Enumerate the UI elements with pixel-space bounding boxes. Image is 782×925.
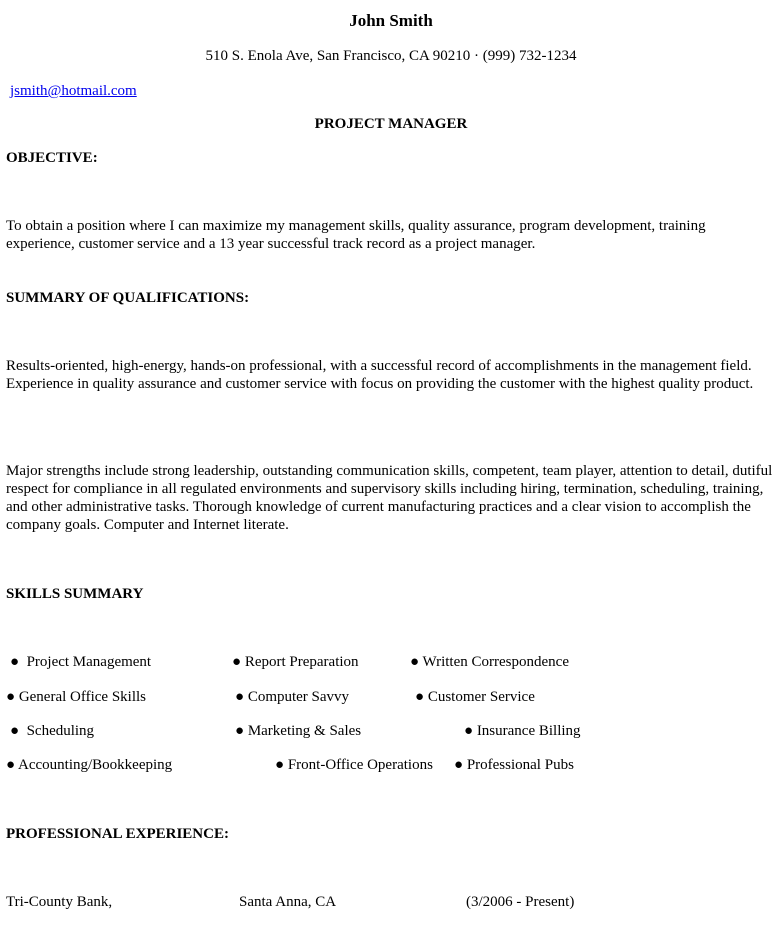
bullet-icon: ● bbox=[235, 689, 245, 705]
bullet-icon: ● bbox=[275, 757, 285, 773]
contact-address-phone: 510 S. Enola Ave, San Francisco, CA 90210 · (999) 732-1234 bbox=[205, 48, 577, 64]
bullet-icon: ● bbox=[6, 757, 16, 773]
bullet-icon: ● bbox=[6, 689, 16, 705]
skill-item: ● Accounting/Bookkeeping bbox=[6, 757, 173, 773]
resume-name: John Smith bbox=[349, 11, 433, 30]
job-company: Tri-County Bank, bbox=[6, 894, 113, 910]
bullet-icon: ● bbox=[10, 723, 20, 739]
skill-item: ● Written Correspondence bbox=[410, 654, 569, 670]
contact-email-row bbox=[10, 82, 137, 100]
job-title: PROJECT MANAGER bbox=[314, 116, 468, 132]
job-location: Santa Anna, CA bbox=[239, 894, 337, 910]
skill-item: ● Professional Pubs bbox=[454, 757, 574, 773]
qualifications-paragraph-2: Major strengths include strong leadership, outstanding communication skills, competent, team player, attention to detail, dutiful respect for compliance in all regulated environments and supervisory skills including hiring, termination, scheduling, training, and other administrative tasks. Thorough knowledge of current manufacturing practices and a clear vision to accomplish the company goals. Computer and Internet literate. bbox=[6, 463, 773, 533]
bullet-icon: ● bbox=[232, 654, 242, 670]
qualifications-heading: SUMMARY OF QUALIFICATIONS: bbox=[6, 290, 250, 306]
objective-heading: OBJECTIVE: bbox=[6, 150, 98, 166]
skill-item: ● Customer Service bbox=[415, 689, 535, 705]
skills-heading: SKILLS SUMMARY bbox=[6, 586, 144, 602]
bullet-icon: ● bbox=[235, 723, 245, 739]
email-link[interactable]: jsmith@hotmail.com bbox=[10, 83, 137, 99]
skill-item: ● Report Preparation bbox=[232, 654, 359, 670]
skill-item: ● Front-Office Operations bbox=[275, 757, 433, 773]
experience-heading: PROFESSIONAL EXPERIENCE: bbox=[6, 826, 229, 842]
objective-text: To obtain a position where I can maximize my management skills, quality assurance, program development, training experience, customer service and a 13 year successful track record as a project manager. bbox=[6, 218, 706, 252]
bullet-icon: ● bbox=[454, 757, 464, 773]
skill-item: ● Scheduling bbox=[10, 723, 95, 739]
job-dates: (3/2006 - Present) bbox=[466, 894, 575, 910]
bullet-icon: ● bbox=[415, 689, 425, 705]
skill-item: ● Computer Savvy bbox=[235, 689, 350, 705]
skill-item: ● Project Management bbox=[10, 654, 152, 670]
bullet-icon: ● bbox=[10, 654, 20, 670]
bullet-icon: ● bbox=[410, 654, 420, 670]
qualifications-paragraph-1: Results-oriented, high-energy, hands-on professional, with a successful record of accomplishments in the management field. Experience in quality assurance and customer service with focus on providing the customer with the highest quality product. bbox=[6, 358, 754, 392]
bullet-icon: ● bbox=[464, 723, 474, 739]
skill-item: ● General Office Skills bbox=[6, 689, 146, 705]
skill-item: ● Insurance Billing bbox=[464, 723, 581, 739]
skill-item: ● Marketing & Sales bbox=[235, 723, 362, 739]
